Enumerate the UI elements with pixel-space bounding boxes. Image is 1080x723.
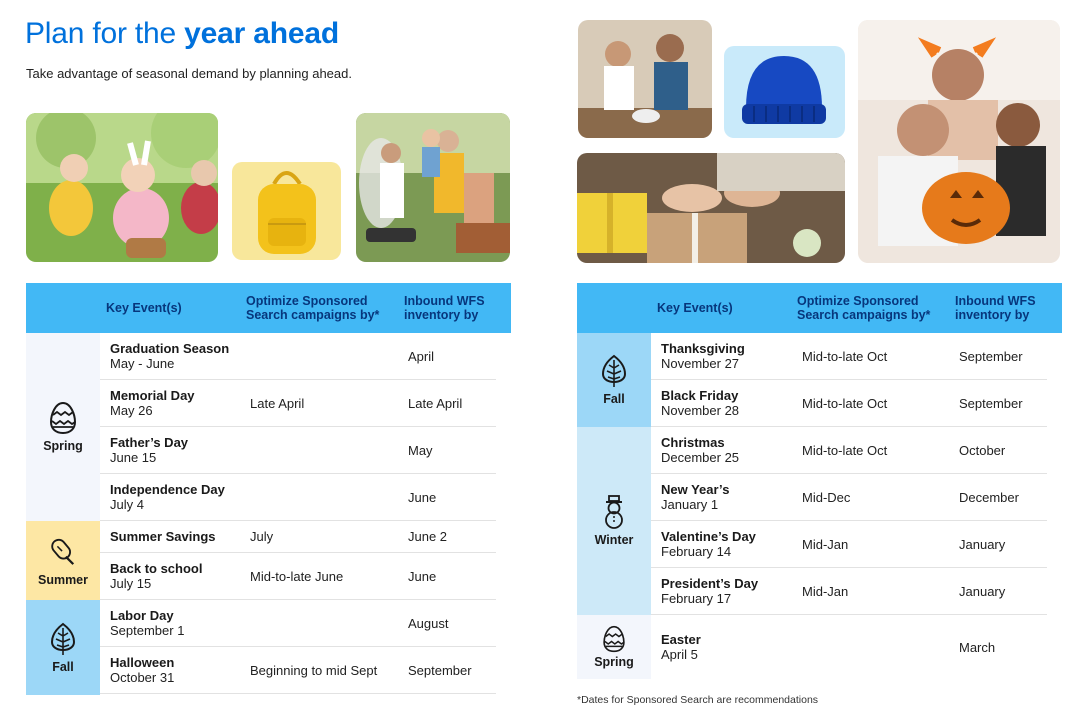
footnote: *Dates for Sponsored Search are recommendations bbox=[577, 694, 819, 706]
event-name: Back to school bbox=[110, 561, 203, 576]
photo-family-barbecue bbox=[356, 113, 510, 262]
event-date: February 14 bbox=[661, 544, 732, 559]
inbound-date: August bbox=[408, 615, 449, 631]
event-name: Easter bbox=[661, 632, 701, 647]
header-optimize: Optimize Sponsored Search campaigns by* bbox=[246, 294, 380, 322]
table-row bbox=[651, 568, 1047, 615]
inbound-date: December bbox=[959, 489, 1019, 505]
inbound-date: September bbox=[959, 348, 1023, 364]
inbound-date: June bbox=[408, 489, 437, 505]
photo-family-cooking bbox=[578, 20, 712, 138]
photo-yellow-backpack bbox=[232, 162, 341, 260]
right-schedule-table bbox=[577, 283, 1062, 679]
inbound-date: May bbox=[408, 442, 433, 458]
table-row bbox=[651, 474, 1047, 521]
inbound-date: September bbox=[959, 395, 1023, 411]
photo-blue-beanie bbox=[724, 46, 845, 138]
event-date: April 5 bbox=[661, 647, 698, 662]
event-name: Halloween bbox=[110, 655, 175, 670]
easter-egg-icon bbox=[602, 625, 626, 653]
season-summer: Summer bbox=[26, 521, 100, 600]
event-date: February 17 bbox=[661, 591, 732, 606]
event-date: May 26 bbox=[110, 403, 153, 418]
event-date: June 15 bbox=[110, 450, 157, 465]
table-row bbox=[100, 521, 496, 553]
inbound-date: June bbox=[408, 568, 437, 584]
optimize-date: Mid-Jan bbox=[802, 536, 849, 552]
event-name: Memorial Day bbox=[110, 388, 195, 403]
snowman-icon bbox=[600, 495, 628, 529]
event-name: New Year’s bbox=[661, 482, 730, 497]
table-row bbox=[651, 380, 1047, 427]
table-row bbox=[100, 427, 496, 474]
title-light: Plan for the bbox=[25, 17, 177, 50]
table-row bbox=[100, 553, 496, 600]
easter-egg-icon bbox=[49, 401, 77, 435]
table-header bbox=[577, 283, 1062, 333]
event-name: Christmas bbox=[661, 435, 725, 450]
table-row bbox=[651, 333, 1047, 380]
table-row bbox=[651, 615, 1047, 679]
page-title bbox=[25, 17, 339, 51]
optimize-date: Mid-Jan bbox=[802, 583, 849, 599]
inbound-date: January bbox=[959, 583, 1006, 599]
page-subtitle: Take advantage of seasonal demand by planning ahead. bbox=[26, 66, 352, 81]
season-winter: Winter bbox=[577, 427, 651, 615]
header-inbound: Inbound WFS inventory by bbox=[955, 294, 1036, 322]
table-row bbox=[651, 427, 1047, 474]
optimize-date: Mid-to-late Oct bbox=[802, 395, 888, 411]
event-name: Valentine’s Day bbox=[661, 529, 756, 544]
inbound-date: January bbox=[959, 536, 1006, 552]
season-fall: Fall bbox=[577, 333, 651, 427]
event-name: Father’s Day bbox=[110, 435, 189, 450]
event-name: Black Friday bbox=[661, 388, 739, 403]
header-inbound: Inbound WFS inventory by bbox=[404, 294, 485, 322]
left-schedule-table bbox=[26, 283, 511, 695]
inbound-date: June 2 bbox=[408, 529, 448, 544]
event-name: Thanksgiving bbox=[661, 341, 745, 356]
event-date: January 1 bbox=[661, 497, 719, 512]
event-date: July 15 bbox=[110, 576, 152, 591]
table-row bbox=[100, 647, 496, 694]
table-row bbox=[100, 474, 496, 521]
optimize-date: July bbox=[250, 529, 274, 544]
table-row bbox=[100, 333, 496, 380]
optimize-date: Mid-to-late Oct bbox=[802, 442, 888, 458]
inbound-date: October bbox=[959, 442, 1006, 458]
event-date: November 28 bbox=[661, 403, 740, 418]
header-key-events: Key Event(s) bbox=[657, 301, 733, 315]
event-date: July 4 bbox=[110, 497, 144, 512]
table-row bbox=[100, 600, 496, 647]
photo-kids-easter-egg-hunt bbox=[26, 113, 218, 262]
table-row bbox=[100, 380, 496, 427]
leaf-icon bbox=[600, 354, 628, 388]
header-key-events: Key Event(s) bbox=[106, 301, 182, 315]
leaf-icon bbox=[49, 622, 77, 656]
optimize-date: Mid-Dec bbox=[802, 489, 851, 505]
table-header bbox=[26, 283, 511, 333]
optimize-date: Mid-to-late Oct bbox=[802, 348, 888, 364]
table-row bbox=[651, 521, 1047, 568]
popsicle-icon bbox=[49, 535, 77, 569]
event-name: President’s Day bbox=[661, 576, 759, 591]
optimize-date: Late April bbox=[250, 395, 305, 411]
season-fall: Fall bbox=[26, 600, 100, 695]
event-date: November 27 bbox=[661, 356, 740, 371]
event-date: December 25 bbox=[661, 450, 740, 465]
event-name: Independence Day bbox=[110, 482, 225, 497]
header-optimize: Optimize Sponsored Search campaigns by* bbox=[797, 294, 931, 322]
event-date: September 1 bbox=[110, 623, 185, 638]
inbound-date: Late April bbox=[408, 395, 463, 411]
season-spring: Spring bbox=[577, 615, 651, 679]
season-spring: Spring bbox=[26, 333, 100, 521]
event-name: Summer Savings bbox=[110, 529, 216, 544]
event-date: October 31 bbox=[110, 670, 175, 685]
optimize-date: Beginning to mid Sept bbox=[250, 662, 378, 678]
optimize-date: Mid-to-late June bbox=[250, 568, 344, 584]
event-name: Graduation Season bbox=[110, 341, 230, 356]
title-bold: year ahead bbox=[184, 17, 339, 50]
photo-family-carving-pumpkin bbox=[858, 20, 1060, 263]
inbound-date: March bbox=[959, 639, 996, 655]
event-date: May - June bbox=[110, 356, 175, 371]
event-name: Labor Day bbox=[110, 608, 174, 623]
inbound-date: September bbox=[408, 662, 472, 678]
photo-wrapping-gifts bbox=[577, 153, 845, 263]
inbound-date: April bbox=[408, 348, 435, 364]
